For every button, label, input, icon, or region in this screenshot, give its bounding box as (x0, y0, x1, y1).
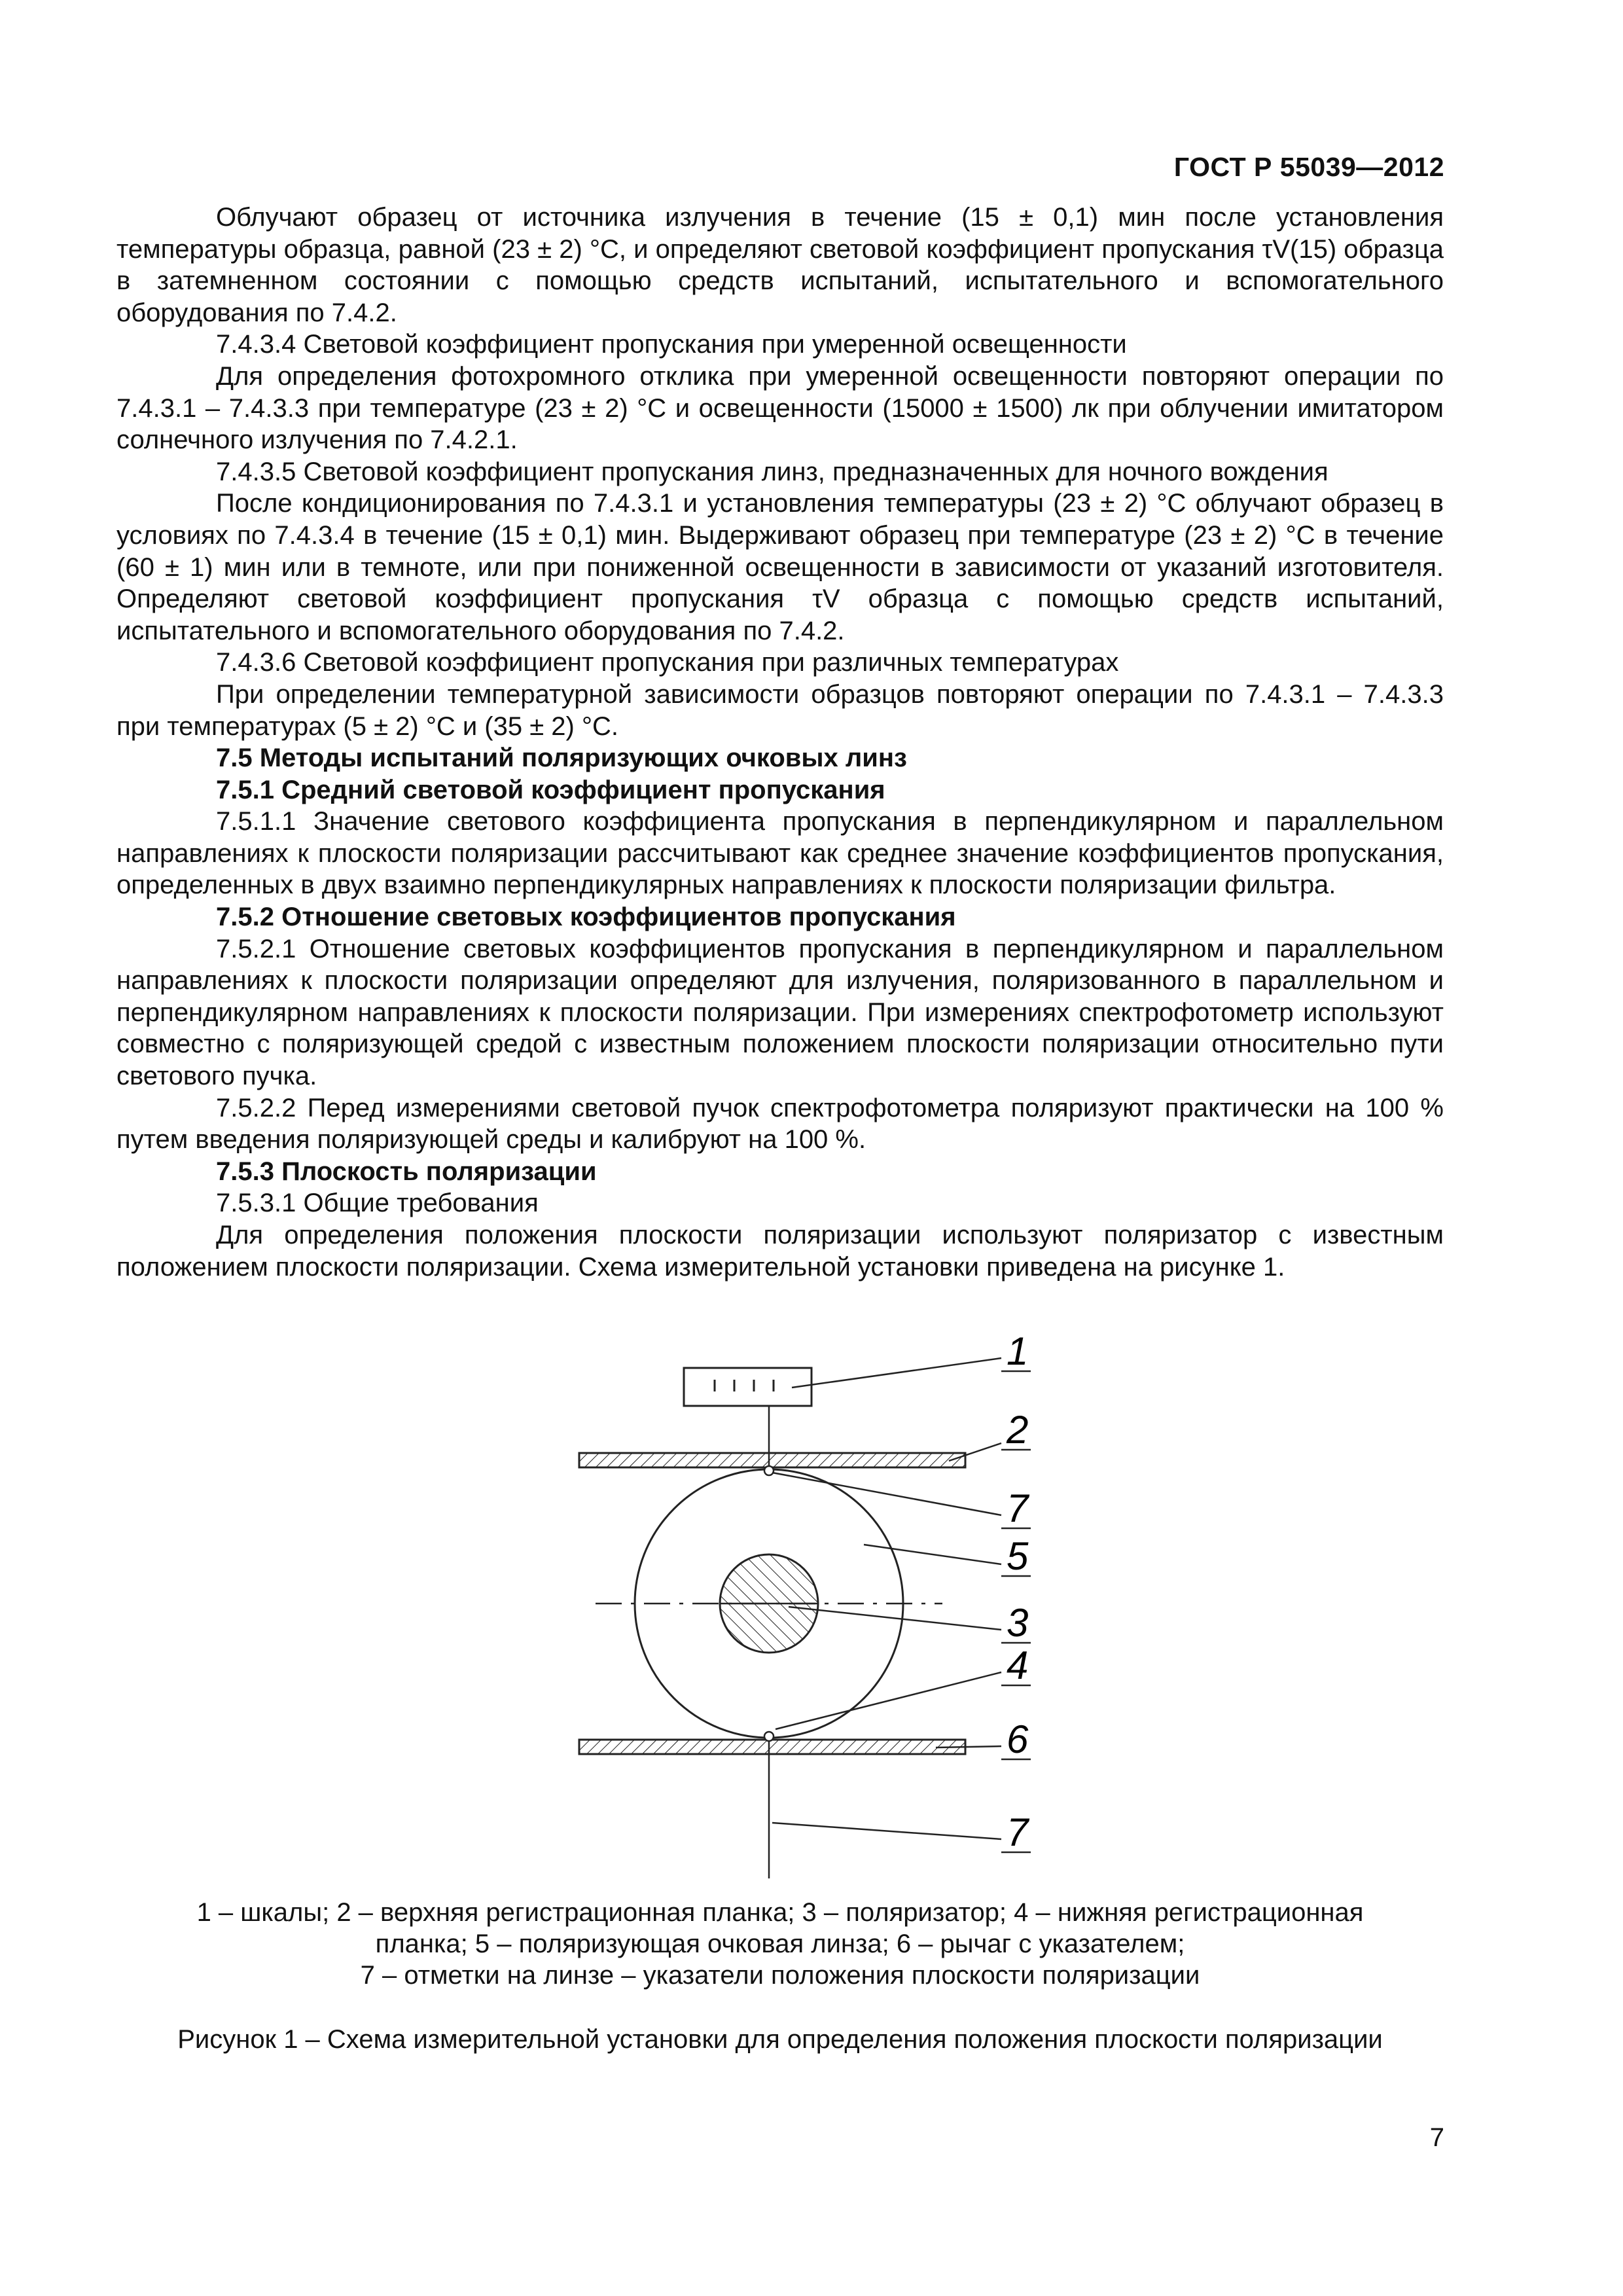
lower-registration-bar (579, 1740, 965, 1754)
paragraph: 7.5.1.1 Значение светового коэффициента пропускания в перпендикулярном и параллельном направлениях к плоскости поляризации рассчитывают как среднее значение коэффициентов пропускания, определенных в двух взаимно перпендикулярных направлениях к плоскости поляризации фильтра. (116, 807, 1444, 900)
figure-caption: Рисунок 1 – Схема измерительной установки для определения положения плоскости поляризации (177, 2025, 1383, 2054)
lens-mark-bottom (764, 1732, 774, 1741)
page-number: 7 (1429, 2123, 1444, 2152)
body-text (116, 202, 1444, 1283)
paragraph: 7.5.2.1 Отношение световых коэффициентов пропускания в перпендикулярном и параллельном направлениях к плоскости поляризации определяют для излучения, поляризованного в параллельном и перпендикулярном направлениях к плоскости поляризации. При измерениях спектрофотометр используют совместно с поляризующей средой с известным положением плоскости поляризации относительно пути светового пучка. (116, 934, 1444, 1091)
figure-label-3: 3 (1007, 1601, 1029, 1645)
measurement-setup-figure (569, 1316, 1067, 1878)
figure-legend (116, 1897, 1444, 1991)
polarizer (720, 1554, 818, 1653)
figure-label-1: 1 (1007, 1329, 1029, 1373)
upper-registration-bar (579, 1453, 965, 1467)
section-heading: 7.5.2 Отношение световых коэффициентов пропускания (216, 903, 956, 932)
paragraph: При определении температурной зависимости образцов повторяют операции по 7.4.3.1 – 7.4.3.3 при температурах (5 ± 2) °С и (35 ± 2) °С. (116, 679, 1444, 741)
legend-line: 1 – шкалы; 2 – верхняя регистрационная планка; 3 – поляризатор; 4 – нижняя регистрационная (196, 1898, 1364, 1927)
paragraph: Для определения положения плоскости поляризации используют поляризатор с известным положением плоскости поляризации. Схема измерительной установки приведена на рисунке 1. (116, 1221, 1444, 1282)
paragraph: 7.4.3.4 Световой коэффициент пропускания при умеренной освещенности (216, 330, 1127, 359)
paragraph: После кондиционирования по 7.4.3.1 и установления температуры (23 ± 2) °С облучают образец в условиях по 7.4.3.4 в течение (15 ± 0,1) мин. Выдерживают образец при температуре (23 ± 2) °С в течение (60 ± 1) мин или в темноте, или при пониженной освещенности в зависимости от указаний изготовителя. Определяют световой коэффициент пропускания τV образца с помощью средств испытаний, испытательного и вспомогательного оборудования по 7.4.2. (116, 489, 1444, 645)
standard-header: ГОСТ Р 55039—2012 (1173, 152, 1444, 182)
paragraph: 7.5.3.1 Общие требования (216, 1189, 539, 1218)
paragraph: 7.4.3.6 Световой коэффициент пропускания при различных температурах (216, 648, 1119, 677)
section-heading: 7.5 Методы испытаний поляризующих очковых линз (216, 744, 907, 773)
figure-label-6: 6 (1007, 1717, 1029, 1761)
figure-drawing (569, 1316, 1067, 1878)
figure-label-4: 4 (1007, 1643, 1029, 1687)
figure-label-7-bottom: 7 (1007, 1810, 1029, 1854)
paragraph: Облучают образец от источника излучения в течение (15 ± 0,1) мин после установления температуры образца, равной (23 ± 2) °С, и определяют световой коэффициент пропускания τV(15) образца в затемненном состоянии с помощью средств испытаний, испытательного и вспомогательного оборудования по 7.4.2. (116, 203, 1444, 327)
figure-label-7-top: 7 (1007, 1486, 1029, 1530)
paragraph: 7.5.2.2 Перед измерениями световой пучок спектрофотометра поляризуют практически на 100 % путем введения поляризующей среды и калибруют на 100 %. (116, 1093, 1444, 1155)
lens-mark-top (764, 1466, 774, 1475)
figure-label-5: 5 (1007, 1534, 1029, 1578)
figure-label-2: 2 (1007, 1408, 1029, 1452)
section-heading: 7.5.1 Средний световой коэффициент пропускания (216, 775, 885, 804)
paragraph: 7.4.3.5 Световой коэффициент пропускания линз, предназначенных для ночного вождения (216, 457, 1329, 486)
paragraph: Для определения фотохромного отклика при умеренной освещенности повторяют операции по 7.4.3.1 – 7.4.3.3 при температуре (23 ± 2) °С и освещенности (15000 ± 1500) лк при облучении имитатором солнечного излучения по 7.4.2.1. (116, 361, 1444, 455)
legend-line: планка; 5 – поляризующая очковая линза; 6 – рычаг с указателем; (375, 1929, 1185, 1958)
legend-line: 7 – отметки на линзе – указатели положения плоскости поляризации (360, 1961, 1200, 1990)
section-heading: 7.5.3 Плоскость поляризации (216, 1157, 597, 1186)
